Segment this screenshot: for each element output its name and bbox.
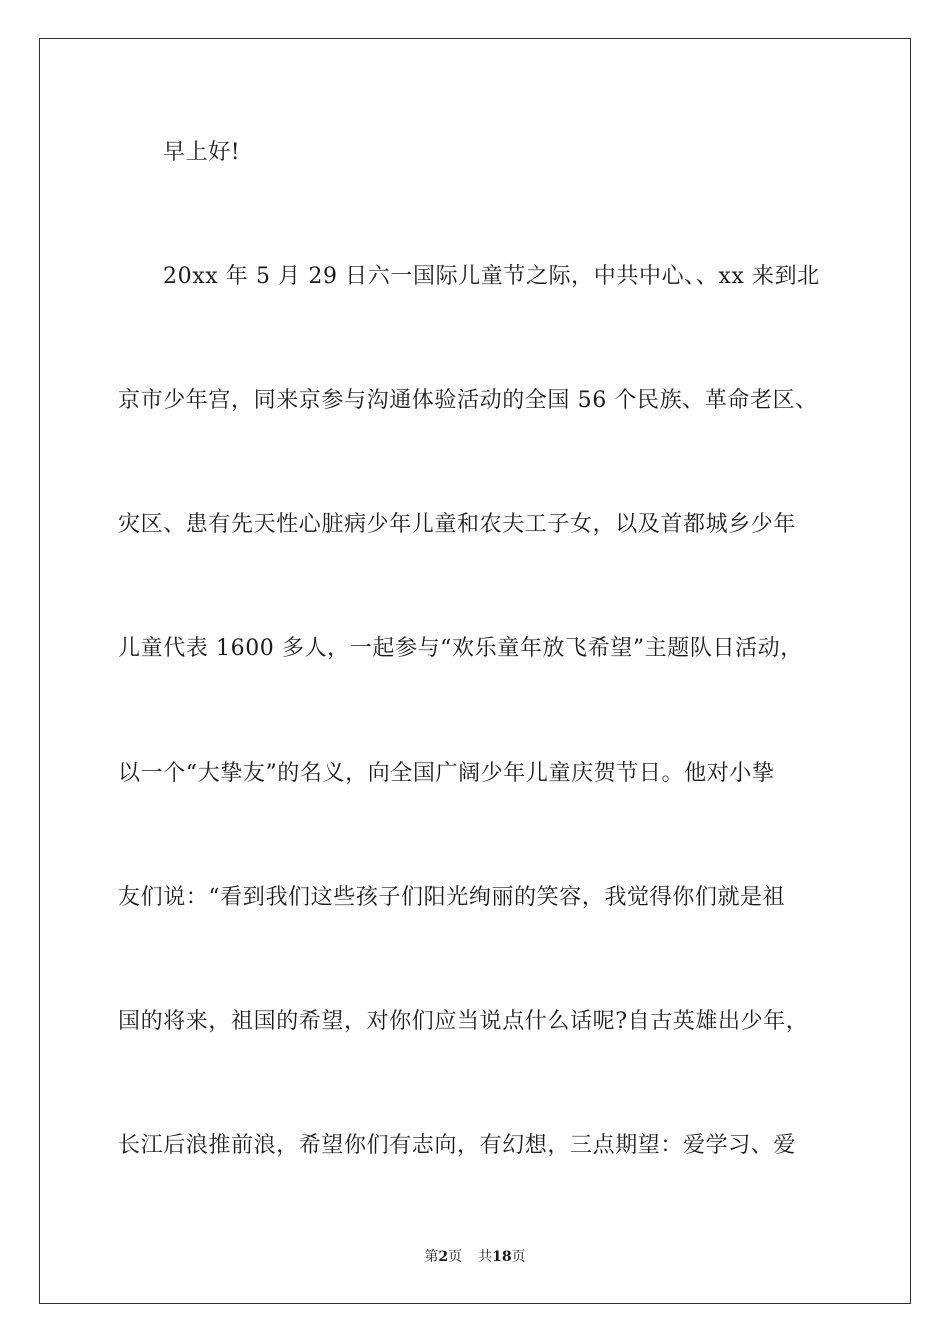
body-line-8: 长江后浪推前浪，希望你们有志向，有幻想，三点期望：爱学习、爱 [118, 1133, 797, 1158]
body-line-7: 国的将来，祖国的希望，对你们应当说点什么话呢?自古英雄出少年， [118, 1009, 809, 1034]
body-line-4: 儿童代表 1600 多人，一起参与“欢乐童年放飞希望”主题队日活动， [118, 636, 803, 661]
body-line-3: 灾区、患有先天性心脏病少年儿童和农夫工子女，以及首都城乡少年 [118, 512, 797, 537]
total-pages: 18 [492, 1249, 512, 1265]
total-prefix: 共 [478, 1249, 493, 1265]
page-number: 2 [438, 1249, 449, 1265]
page-border [39, 38, 911, 1304]
page-prefix: 第 [424, 1249, 439, 1265]
greeting-line: 早上好! [163, 140, 241, 165]
body-line-5: 以一个“大挚友”的名义，向全国广阔少年儿童庆贺节日。他对小挚 [118, 761, 775, 786]
total-suffix: 页 [511, 1249, 526, 1265]
body-line-1: 20xx 年 5 月 29 日六一国际儿童节之际，中共中心、、xx 来到北 [163, 264, 820, 289]
body-line-2: 京市少年宫，同来京参与沟通体验活动的全国 56 个民族、革命老区、 [118, 388, 818, 413]
page-footer [0, 1248, 950, 1266]
page-suffix: 页 [448, 1249, 463, 1265]
body-line-6: 友们说：“看到我们这些孩子们阳光绚丽的笑容，我觉得你们就是祖 [118, 885, 786, 910]
